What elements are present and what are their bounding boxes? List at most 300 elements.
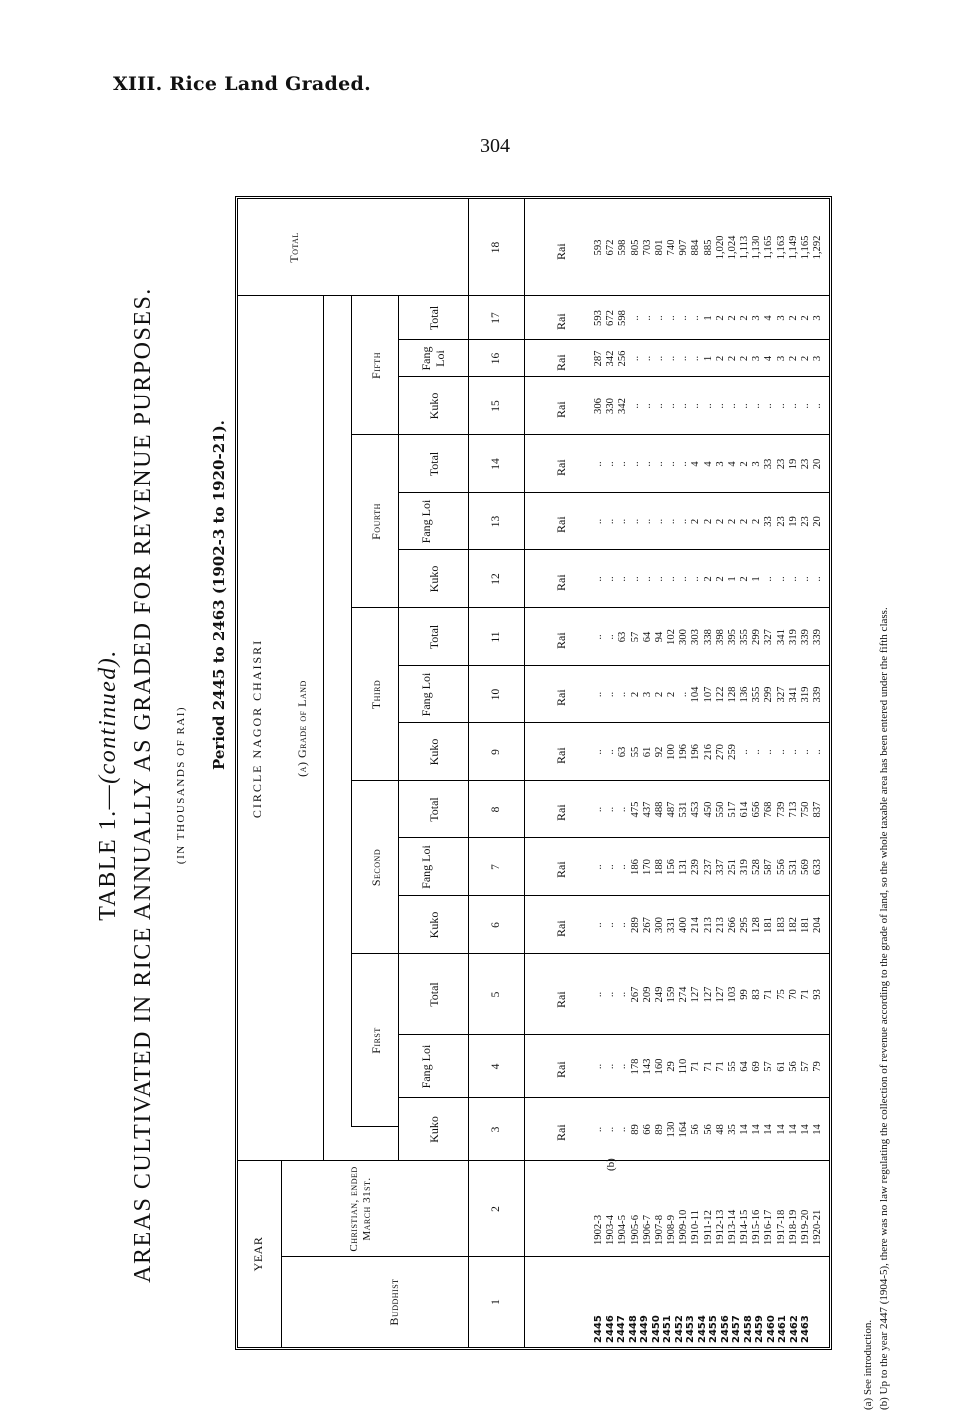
cell: 69 bbox=[751, 1061, 763, 1072]
cell: 249 bbox=[653, 986, 665, 1003]
column-buddhist bbox=[593, 1261, 812, 1343]
cell: 2452 bbox=[673, 1315, 685, 1343]
cell: 183 bbox=[775, 917, 787, 933]
cell: 2454 bbox=[696, 1315, 708, 1343]
cell: 188 bbox=[653, 859, 665, 875]
cell: .. bbox=[690, 315, 702, 321]
cell: 71 bbox=[702, 1061, 714, 1072]
col-number: 11 bbox=[490, 631, 502, 643]
cell: 342 bbox=[605, 350, 617, 367]
cell: 130 bbox=[666, 1121, 678, 1138]
cell: 299 bbox=[751, 629, 763, 645]
cell: 1 bbox=[751, 576, 763, 582]
cell: 633 bbox=[812, 859, 824, 875]
cell: 127 bbox=[702, 986, 714, 1003]
cell: 1,292 bbox=[812, 235, 824, 260]
grade-second: Second bbox=[369, 848, 383, 887]
cell: 319 bbox=[799, 686, 811, 703]
cell: 2448 bbox=[627, 1315, 639, 1343]
cell: 2 bbox=[726, 518, 738, 525]
cell: 56 bbox=[690, 1124, 702, 1135]
cell: 156 bbox=[666, 859, 678, 875]
cell: 2458 bbox=[742, 1315, 754, 1343]
rule bbox=[323, 296, 324, 1161]
cell: 164 bbox=[678, 1121, 690, 1138]
cell: 14 bbox=[775, 1124, 787, 1135]
unit-label: Rai bbox=[554, 991, 568, 1008]
cell: 20 bbox=[812, 458, 824, 470]
page-number: 304 bbox=[480, 135, 510, 157]
cell: 2 bbox=[739, 518, 751, 525]
cell: 3 bbox=[775, 315, 787, 321]
cell: 186 bbox=[629, 859, 641, 875]
cell: .. bbox=[702, 403, 714, 409]
cell: .. bbox=[629, 576, 641, 582]
cell: .. bbox=[629, 461, 641, 467]
cell: 128 bbox=[726, 686, 738, 703]
cell: 33 bbox=[763, 516, 775, 527]
data-table bbox=[235, 196, 832, 1350]
cell: 14 bbox=[751, 1124, 763, 1135]
column-c11 bbox=[593, 608, 824, 666]
unit-label: Rai bbox=[554, 401, 568, 418]
cell: 598 bbox=[617, 239, 629, 256]
cell: 437 bbox=[641, 801, 653, 818]
cell: 289 bbox=[629, 917, 641, 933]
cell: 4 bbox=[726, 461, 738, 467]
cell: .. bbox=[799, 576, 811, 582]
cell: .. bbox=[593, 749, 604, 755]
table-unit-note: (IN THOUSANDS OF RAI) bbox=[175, 705, 187, 865]
cell: 89 bbox=[653, 1124, 665, 1135]
unit-label: Rai bbox=[554, 1061, 568, 1078]
cell: 1,130 bbox=[751, 235, 763, 260]
cell: 656 bbox=[751, 801, 763, 818]
cell: .. bbox=[629, 518, 641, 525]
grade-first: First bbox=[369, 1027, 383, 1054]
cell: 14 bbox=[787, 1124, 799, 1135]
cell: 3 bbox=[714, 461, 726, 467]
cell: 2 bbox=[739, 315, 751, 321]
unit-label: Rai bbox=[554, 689, 568, 706]
cell: 330 bbox=[605, 398, 617, 414]
cell: 1,165 bbox=[763, 235, 775, 260]
cell: 3 bbox=[751, 461, 763, 467]
cell: .. bbox=[617, 991, 629, 998]
rule bbox=[468, 199, 469, 1347]
cell: 327 bbox=[763, 629, 775, 645]
cell: 94 bbox=[653, 631, 665, 643]
cell: .. bbox=[653, 518, 665, 525]
cell: 204 bbox=[812, 917, 824, 933]
cell: 14 bbox=[812, 1124, 824, 1135]
cell: 270 bbox=[714, 744, 726, 760]
cell: 339 bbox=[812, 629, 824, 645]
cell: 355 bbox=[751, 686, 763, 703]
column-c15 bbox=[593, 377, 824, 435]
unit-label: Rai bbox=[554, 861, 568, 878]
col-number: 1 bbox=[490, 1299, 502, 1305]
cell: .. bbox=[653, 355, 665, 362]
unit-label: Rai bbox=[554, 516, 568, 533]
cell: .. bbox=[629, 355, 641, 362]
cell: 35 bbox=[726, 1124, 738, 1135]
cell: .. bbox=[714, 403, 726, 409]
unit-label: Rai bbox=[554, 574, 568, 591]
cell: 1911-12 bbox=[702, 1210, 714, 1245]
cell: 1916-17 bbox=[763, 1209, 775, 1245]
cell: .. bbox=[653, 403, 665, 409]
cell: 104 bbox=[690, 686, 702, 703]
cell: .. bbox=[605, 461, 617, 467]
column-c10 bbox=[593, 666, 824, 723]
cell: 303 bbox=[690, 629, 702, 645]
table-caption bbox=[95, 160, 122, 1410]
cell: 300 bbox=[653, 917, 665, 933]
cell: 216 bbox=[702, 744, 714, 760]
cell: 131 bbox=[678, 859, 690, 875]
cell: .. bbox=[787, 749, 799, 755]
cell: .. bbox=[605, 922, 617, 928]
col-number: 17 bbox=[490, 312, 502, 324]
cell: 4 bbox=[763, 315, 775, 321]
cell: 1 bbox=[702, 315, 714, 321]
cell: 127 bbox=[690, 986, 702, 1003]
cell: .. bbox=[812, 403, 824, 409]
cell: .. bbox=[605, 576, 617, 582]
col-number: 14 bbox=[490, 458, 502, 470]
total-subheader: Total bbox=[427, 797, 441, 822]
cell: .. bbox=[617, 576, 629, 582]
fang-loi-header: Fang Loi bbox=[419, 672, 433, 717]
fang-loi-header: Fang Loi bbox=[419, 346, 447, 371]
cell: 801 bbox=[653, 239, 665, 256]
col-number: 10 bbox=[490, 688, 502, 701]
cell: .. bbox=[678, 403, 690, 409]
unit-label: Rai bbox=[554, 920, 568, 937]
cell: 64 bbox=[641, 631, 653, 643]
cell: .. bbox=[593, 461, 604, 467]
year-header: YEAR bbox=[251, 1236, 265, 1272]
cell: .. bbox=[666, 576, 678, 582]
rule bbox=[524, 199, 525, 1347]
cell: 739 bbox=[775, 801, 787, 818]
cell: 672 bbox=[605, 310, 617, 326]
cell: .. bbox=[593, 518, 604, 525]
column-c3 bbox=[593, 1098, 824, 1161]
cell: 355 bbox=[739, 629, 751, 645]
cell: 2 bbox=[714, 355, 726, 362]
cell: 2 bbox=[787, 315, 799, 321]
cell: 805 bbox=[629, 239, 641, 256]
cell: 70 bbox=[787, 989, 799, 1000]
cell: .. bbox=[617, 864, 629, 870]
cell: 2 bbox=[702, 576, 714, 582]
circle-header: CIRCLE NAGOR CHAISRI bbox=[250, 638, 264, 819]
cell: 1912-13 bbox=[714, 1209, 726, 1245]
cell: 400 bbox=[678, 917, 690, 933]
cell: 89 bbox=[629, 1124, 641, 1135]
unit-label: Rai bbox=[554, 747, 568, 764]
total-header: Total bbox=[287, 232, 301, 263]
cell: .. bbox=[666, 461, 678, 467]
column-c5 bbox=[593, 954, 824, 1035]
cell: 475 bbox=[629, 801, 641, 818]
cell: 837 bbox=[812, 801, 824, 818]
cell: 23 bbox=[799, 458, 811, 470]
cell: .. bbox=[799, 403, 811, 409]
rule bbox=[351, 296, 352, 1127]
cell: 100 bbox=[666, 744, 678, 760]
column-c4 bbox=[593, 1035, 824, 1098]
cell: 2461 bbox=[777, 1315, 788, 1343]
cell: .. bbox=[653, 461, 665, 467]
column-c13 bbox=[593, 493, 824, 550]
cell: 3 bbox=[641, 691, 653, 698]
cell: 531 bbox=[678, 801, 690, 818]
cell: 256 bbox=[617, 350, 629, 367]
cell: 2 bbox=[653, 691, 665, 698]
cell: 56 bbox=[787, 1061, 799, 1072]
unit-label: Rai bbox=[554, 459, 568, 476]
cell: 71 bbox=[714, 1061, 726, 1072]
cell: 143 bbox=[641, 1058, 653, 1075]
column-c16 bbox=[593, 340, 824, 377]
cell: 1,149 bbox=[787, 235, 799, 260]
cell: 178 bbox=[629, 1058, 641, 1075]
cell: .. bbox=[605, 634, 617, 640]
cell: 83 bbox=[751, 989, 763, 1000]
kuko-header: Kuko bbox=[427, 1116, 441, 1143]
cell: 71 bbox=[763, 989, 775, 1000]
cell: 907 bbox=[678, 239, 690, 256]
cell: .. bbox=[593, 691, 604, 698]
cell: .. bbox=[678, 691, 690, 698]
cell: 23 bbox=[799, 516, 811, 527]
cell: 2450 bbox=[650, 1315, 662, 1343]
cell: 3 bbox=[775, 355, 787, 362]
cell: 2451 bbox=[662, 1315, 673, 1343]
note-b-marker: (b) bbox=[605, 1158, 617, 1171]
cell: 209 bbox=[641, 986, 653, 1003]
cell: 2457 bbox=[731, 1315, 742, 1343]
cell: .. bbox=[605, 864, 617, 870]
cell: 1919-20 bbox=[799, 1209, 811, 1245]
col-number: 16 bbox=[490, 352, 502, 365]
cell: 2 bbox=[702, 518, 714, 525]
cell: 1917-18 bbox=[775, 1209, 787, 1245]
cell: 740 bbox=[666, 239, 678, 256]
cell: 703 bbox=[641, 239, 653, 256]
cell: .. bbox=[605, 749, 617, 755]
col-number: 7 bbox=[490, 864, 502, 870]
cell: 4 bbox=[763, 355, 775, 362]
col-number: 3 bbox=[490, 1126, 502, 1133]
cell: .. bbox=[605, 806, 617, 813]
cell: 1,024 bbox=[726, 235, 738, 260]
cell: .. bbox=[605, 1063, 617, 1070]
kuko-header: Kuko bbox=[427, 565, 441, 593]
cell: .. bbox=[617, 806, 629, 813]
cell: 2 bbox=[714, 518, 726, 525]
cell: 2449 bbox=[639, 1315, 650, 1343]
cell: 884 bbox=[690, 239, 702, 256]
grade-fifth: Fifth bbox=[369, 352, 383, 379]
footnote-b: (b) Up to the year 2447 (1904-5), there was no law regulating the collection of revenue according to the grade of land, so the whole taxable area has been entered under the fifth class. bbox=[878, 607, 890, 1410]
cell: .. bbox=[812, 576, 824, 582]
cell: .. bbox=[605, 991, 617, 998]
cell: 306 bbox=[593, 398, 604, 414]
cell: 593 bbox=[593, 310, 604, 326]
cell: 63 bbox=[617, 746, 629, 758]
cell: 128 bbox=[751, 917, 763, 933]
cell: .. bbox=[617, 1126, 629, 1133]
cell: 56 bbox=[702, 1124, 714, 1135]
unit-label: Rai bbox=[554, 243, 568, 260]
cell: 2 bbox=[739, 576, 751, 582]
cell: 768 bbox=[763, 801, 775, 818]
cell: 2453 bbox=[685, 1315, 696, 1343]
cell: 267 bbox=[641, 917, 653, 933]
cell: 1904-5 bbox=[617, 1214, 629, 1245]
cell: 1914-15 bbox=[739, 1209, 751, 1245]
cell: 29 bbox=[666, 1061, 678, 1072]
total-subheader: Total bbox=[427, 451, 441, 477]
cell: 61 bbox=[775, 1061, 787, 1072]
cell: 450 bbox=[702, 801, 714, 818]
cell: .. bbox=[678, 315, 690, 321]
cell: 274 bbox=[678, 986, 690, 1003]
kuko-header: Kuko bbox=[427, 911, 441, 939]
cell: .. bbox=[763, 403, 775, 409]
cell: 750 bbox=[799, 801, 811, 818]
cell: 287 bbox=[593, 350, 604, 367]
cell: 2 bbox=[739, 461, 751, 467]
cell: 1905-6 bbox=[629, 1214, 641, 1245]
cell: 14 bbox=[763, 1124, 775, 1135]
cell: .. bbox=[653, 315, 665, 321]
cell: .. bbox=[690, 355, 702, 362]
cell: 75 bbox=[775, 989, 787, 1000]
cell: .. bbox=[641, 518, 653, 525]
cell: 2456 bbox=[719, 1315, 731, 1343]
column-c6 bbox=[593, 896, 824, 954]
cell: .. bbox=[593, 576, 604, 582]
cell: 2 bbox=[726, 315, 738, 321]
cell: .. bbox=[751, 403, 763, 409]
cell: 57 bbox=[763, 1061, 775, 1072]
cell: 1902-3 bbox=[593, 1214, 604, 1245]
cell: 1913-14 bbox=[726, 1209, 738, 1245]
cell: 713 bbox=[787, 801, 799, 818]
cell: 14 bbox=[799, 1124, 811, 1135]
cell: 1903-4 bbox=[605, 1214, 617, 1245]
cell: 528 bbox=[751, 859, 763, 875]
cell: 341 bbox=[775, 629, 787, 645]
cell: 170 bbox=[641, 859, 653, 875]
cell: 2455 bbox=[708, 1315, 719, 1343]
cell: .. bbox=[653, 576, 665, 582]
cell: 57 bbox=[799, 1061, 811, 1072]
cell: 319 bbox=[787, 629, 799, 645]
cell: 127 bbox=[714, 986, 726, 1003]
cell: 672 bbox=[605, 239, 617, 256]
cell: .. bbox=[641, 315, 653, 321]
cell: 487 bbox=[666, 801, 678, 818]
rule bbox=[281, 1161, 282, 1347]
rotated-table-block bbox=[60, 130, 890, 1410]
cell: .. bbox=[617, 691, 629, 698]
cell: 251 bbox=[726, 859, 738, 875]
cell: 2 bbox=[714, 576, 726, 582]
col-number: 2 bbox=[490, 1206, 502, 1212]
column-c9 bbox=[593, 723, 824, 781]
grade-fourth: Fourth bbox=[369, 503, 383, 540]
cell: 237 bbox=[702, 859, 714, 875]
cell: 1,165 bbox=[799, 235, 811, 260]
cell: 63 bbox=[617, 631, 629, 643]
cell: 885 bbox=[702, 239, 714, 256]
cell: 92 bbox=[653, 746, 665, 758]
cell: 213 bbox=[714, 917, 726, 933]
cell: 2 bbox=[799, 315, 811, 321]
cell: .. bbox=[593, 991, 604, 998]
total-subheader: Total bbox=[427, 305, 441, 331]
cell: .. bbox=[593, 864, 604, 870]
cell: 300 bbox=[678, 629, 690, 645]
cell: 2 bbox=[726, 355, 738, 362]
col-number: 9 bbox=[490, 749, 502, 755]
cell: 2445 bbox=[593, 1315, 604, 1343]
cell: 2 bbox=[629, 691, 641, 698]
column-christian bbox=[593, 1167, 824, 1245]
cell: 239 bbox=[690, 859, 702, 875]
cell: 181 bbox=[799, 917, 811, 933]
cell: 2 bbox=[690, 518, 702, 525]
cell: 342 bbox=[617, 398, 629, 414]
caption-main: TABLE 1.— bbox=[95, 783, 121, 921]
cell: 19 bbox=[787, 516, 799, 527]
cell: 569 bbox=[799, 859, 811, 875]
cell: 1909-10 bbox=[678, 1209, 690, 1245]
cell: 531 bbox=[787, 859, 799, 875]
unit-label: Rai bbox=[554, 1124, 568, 1141]
cell: .. bbox=[812, 749, 824, 755]
unit-label: Rai bbox=[554, 804, 568, 821]
cell: .. bbox=[593, 634, 604, 640]
col-number: 6 bbox=[490, 922, 502, 928]
cell: 1920-21 bbox=[812, 1209, 824, 1245]
cell: 1 bbox=[726, 576, 738, 582]
cell: .. bbox=[751, 749, 763, 755]
cell: 1918-19 bbox=[787, 1209, 799, 1245]
cell: .. bbox=[775, 403, 787, 409]
cell: 598 bbox=[617, 310, 629, 326]
cell: 338 bbox=[702, 629, 714, 645]
cell: 267 bbox=[629, 986, 641, 1003]
cell: .. bbox=[763, 576, 775, 582]
cell: 2463 bbox=[800, 1315, 811, 1343]
cell: .. bbox=[617, 518, 629, 525]
cell: .. bbox=[678, 355, 690, 362]
cell: 160 bbox=[653, 1058, 665, 1075]
cell: 93 bbox=[812, 989, 824, 1000]
cell: .. bbox=[641, 403, 653, 409]
cell: 33 bbox=[763, 458, 775, 470]
cell: 66 bbox=[641, 1124, 653, 1135]
cell: 214 bbox=[690, 917, 702, 933]
grade-header: (a) Grade of Land bbox=[295, 680, 309, 777]
